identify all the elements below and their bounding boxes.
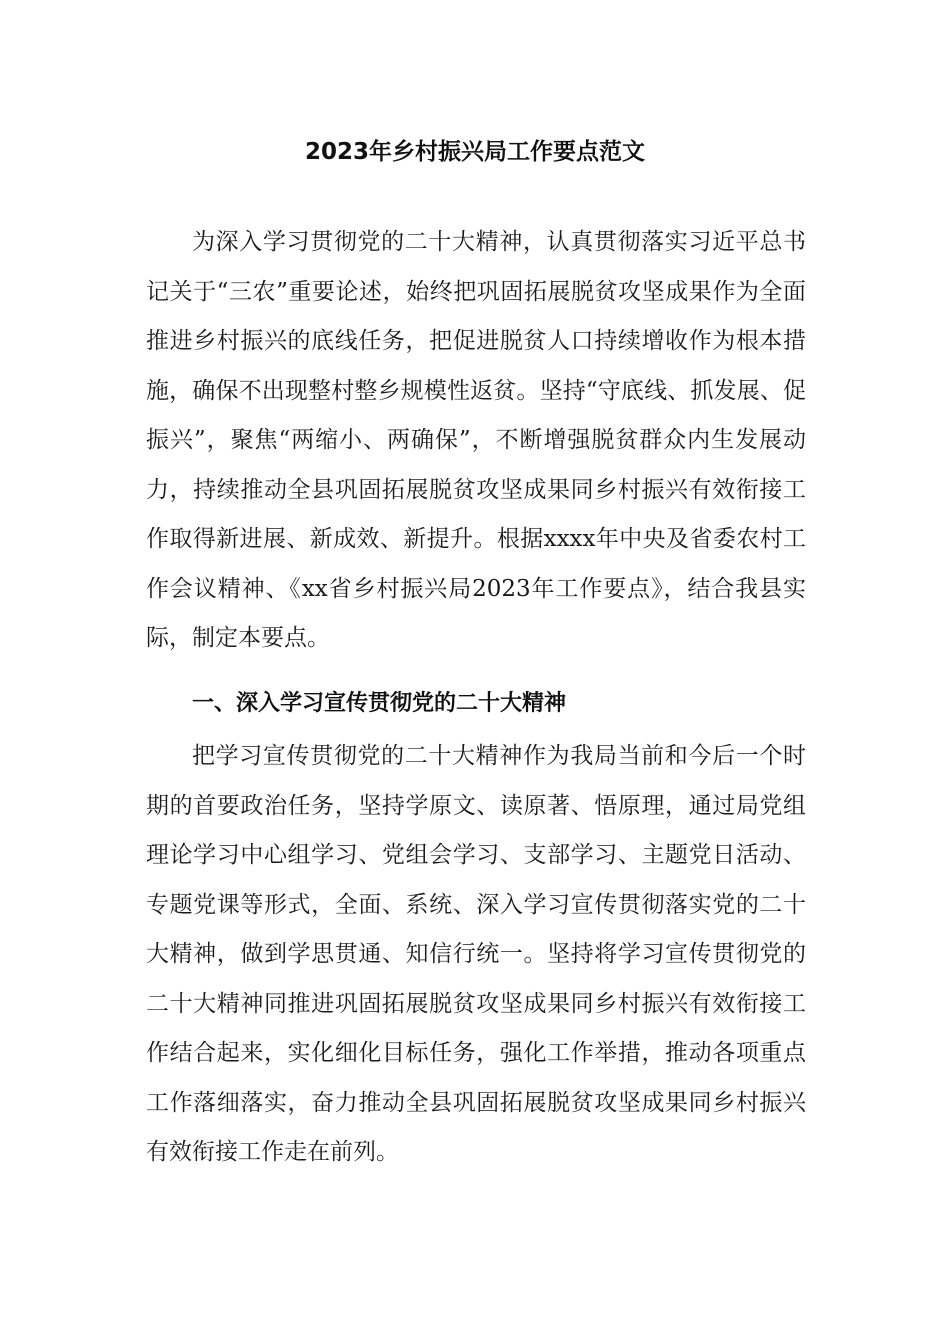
section-paragraph: 把学习宣传贯彻党的二十大精神作为我局当前和今后一个时期的首要政治任务，坚持学原文、读原著、悟原理，通过局党组理论学习中心组学习、党组会学习、支部学习、主题党日活动、专题党课等形式，全面、系统、深入学习宣传贯彻落实党的二十大精神，做到学思贯通、知信行统一。坚持将学习宣传贯彻党的二十大精神同推进巩固拓展脱贫攻坚成果同乡村振兴有效衔接工作结合起来，实化细化目标任务，强化工作举措，推动各项重点工作落细落实，奋力推动全县巩固拓展脱贫攻坚成果同乡村振兴有效衔接工作走在前列。: [146, 743, 806, 1165]
document-title: 2023年乡村振兴局工作要点范文: [304, 139, 645, 165]
section-heading: 一、深入学习宣传贯彻党的二十大精神: [192, 691, 567, 716]
intro-paragraph: 为深入学习贯彻党的二十大精神，认真贯彻落实习近平总书记关于“三农”重要论述，始终把巩固拓展脱贫攻坚成果作为全面推进乡村振兴的底线任务，把促进脱贫人口持续增收作为根本措施，确保不出现整村整乡规模性返贫。坚持“守底线、抓发展、促振兴”，聚焦“两缩小、两确保”，不断增强脱贫群众内生发展动力，持续推动全县巩固拓展脱贫攻坚成果同乡村振兴有效衔接工作取得新进展、新成效、新提升。根据xxxx年中央及省委农村工作会议精神、《xx省乡村振兴局2023年工作要点》，结合我县实际，制定本要点。: [146, 229, 806, 651]
